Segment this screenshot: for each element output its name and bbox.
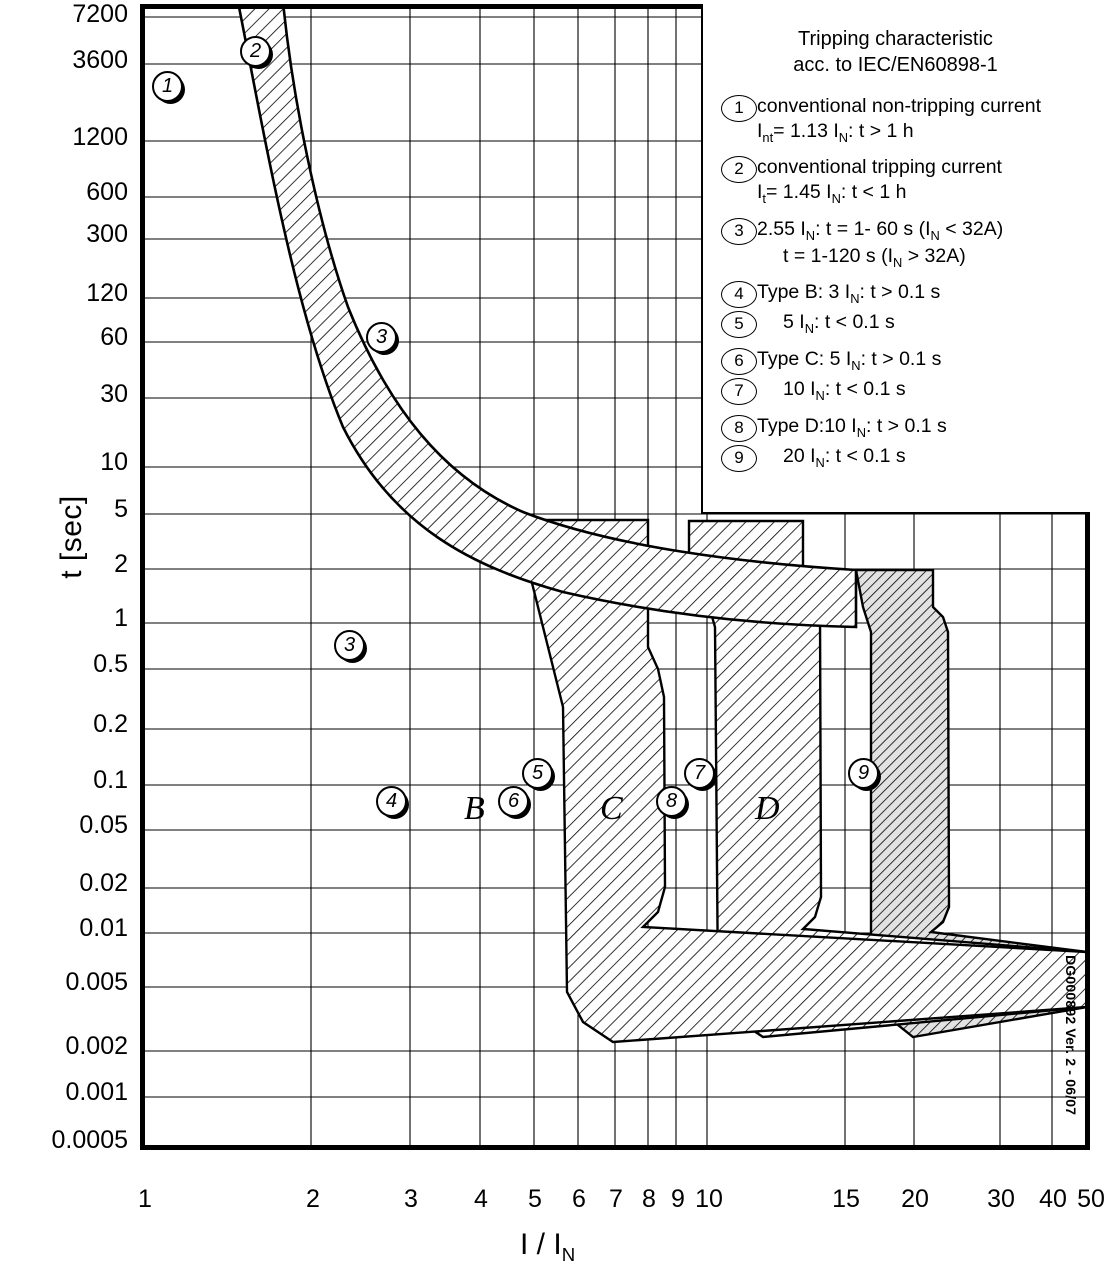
- y-tick: 0.005: [65, 968, 128, 996]
- y-tick: 60: [100, 323, 128, 351]
- legend-number-2: 2: [721, 156, 757, 183]
- x-tick: 4: [474, 1185, 488, 1213]
- y-tick: 0.0005: [51, 1126, 128, 1154]
- legend-text-5: 5 $I_N$: t < 0.1 s: [783, 311, 895, 337]
- legend-item-1: [721, 94, 1080, 146]
- y-tick: 1: [114, 604, 128, 632]
- plot-marker-5: 5: [522, 758, 553, 789]
- legend-item-8: [721, 414, 1080, 442]
- y-tick: 0.01: [79, 914, 128, 942]
- y-tick: 0.05: [79, 811, 128, 839]
- y-tick: 7200: [72, 0, 128, 28]
- legend-text-2: conventional tripping current $I_t= 1.45$ $I_N$: t < 1 h: [757, 156, 1002, 207]
- x-tick: 15: [832, 1185, 860, 1213]
- x-tick: 7: [609, 1185, 623, 1213]
- legend-number-1: 1: [721, 95, 757, 122]
- x-tick: 2: [306, 1185, 320, 1213]
- zone-letter-b: B: [464, 790, 485, 827]
- y-tick-labels: [0, 0, 128, 1160]
- x-tick: 20: [901, 1185, 929, 1213]
- legend-text-6: Type C: 5 $I_N$: t > 0.1 s: [757, 348, 942, 374]
- legend-text-8: Type D:10 $I_N$: t > 0.1 s: [757, 415, 947, 441]
- legend-item-3: [721, 217, 1080, 272]
- legend-title: Tripping characteristic acc. to IEC/EN60898-1: [793, 28, 998, 76]
- legend-number-3: 3: [721, 218, 757, 245]
- legend-text-4: Type B: 3 $I_N$: t > 0.1 s: [757, 281, 941, 307]
- y-tick: 0.1: [93, 766, 128, 794]
- legend-number-6: 6: [721, 348, 757, 375]
- plot-marker-3b: 3: [334, 630, 365, 661]
- plot-marker-4: 4: [376, 786, 407, 817]
- y-tick: 3600: [72, 46, 128, 74]
- x-tick: 50: [1077, 1185, 1105, 1213]
- document-code: DG000892 Ver. 2 - 06/07: [1063, 955, 1079, 1116]
- legend-item-5: [721, 310, 1080, 338]
- plot-marker-7: 7: [684, 758, 715, 789]
- y-tick: 0.001: [65, 1078, 128, 1106]
- x-tick: 1: [138, 1185, 152, 1213]
- legend-item-6: [721, 347, 1080, 375]
- zone-letter-c: C: [600, 790, 623, 827]
- y-tick: 0.002: [65, 1032, 128, 1060]
- y-tick: 0.5: [93, 650, 128, 678]
- x-tick: 5: [528, 1185, 542, 1213]
- plot-marker-6: 6: [498, 786, 529, 817]
- legend-text-7: 10 $I_N$: t < 0.1 s: [783, 378, 906, 404]
- y-tick: 5: [114, 495, 128, 523]
- plot-marker-9: 9: [848, 758, 879, 789]
- y-tick: 2: [114, 550, 128, 578]
- x-tick: 8: [642, 1185, 656, 1213]
- y-tick: 0.02: [79, 869, 128, 897]
- legend-number-7: 7: [721, 378, 757, 405]
- legend-text-3: 2.55 $I_N$: t = 1- 60 s $(I_N < 32A)$ t = 1-120 s $(I_N > 32A)$: [757, 217, 1004, 270]
- plot-marker-3a: 3: [366, 322, 397, 353]
- plot-marker-1: 1: [152, 71, 183, 102]
- x-tick: 9: [671, 1185, 685, 1213]
- y-tick: 120: [86, 279, 128, 307]
- x-tick: 6: [572, 1185, 586, 1213]
- y-tick: 600: [86, 178, 128, 206]
- y-tick: 300: [86, 220, 128, 248]
- x-tick: 3: [404, 1185, 418, 1213]
- x-tick: 30: [987, 1185, 1015, 1213]
- legend-item-4: [721, 280, 1080, 308]
- legend-number-5: 5: [721, 311, 757, 338]
- legend-item-2: [721, 155, 1080, 207]
- x-axis-label: I / $I_N$: [520, 1228, 576, 1265]
- legend-item-9: [721, 444, 1080, 472]
- y-tick: 10: [100, 448, 128, 476]
- legend-panel: [701, 4, 1090, 514]
- plot-marker-8: 8: [656, 786, 687, 817]
- legend-number-4: 4: [721, 281, 757, 308]
- legend-item-7: [721, 377, 1080, 405]
- legend-number-8: 8: [721, 415, 757, 442]
- legend-number-9: 9: [721, 445, 757, 472]
- x-tick: 40: [1039, 1185, 1067, 1213]
- legend-text-1: conventional non-tripping current $I_{nt}= 1.13$ $I_N$: t > 1 h: [757, 95, 1042, 145]
- legend-text-9: 20 $I_N$: t < 0.1 s: [783, 445, 906, 471]
- y-tick: 0.2: [93, 710, 128, 738]
- x-tick: 10: [695, 1185, 723, 1213]
- zone-letter-d: D: [755, 790, 780, 827]
- plot-marker-2: 2: [240, 36, 271, 67]
- y-tick: 30: [100, 380, 128, 408]
- y-axis-label: t [sec]: [55, 495, 88, 579]
- y-tick: 1200: [72, 123, 128, 151]
